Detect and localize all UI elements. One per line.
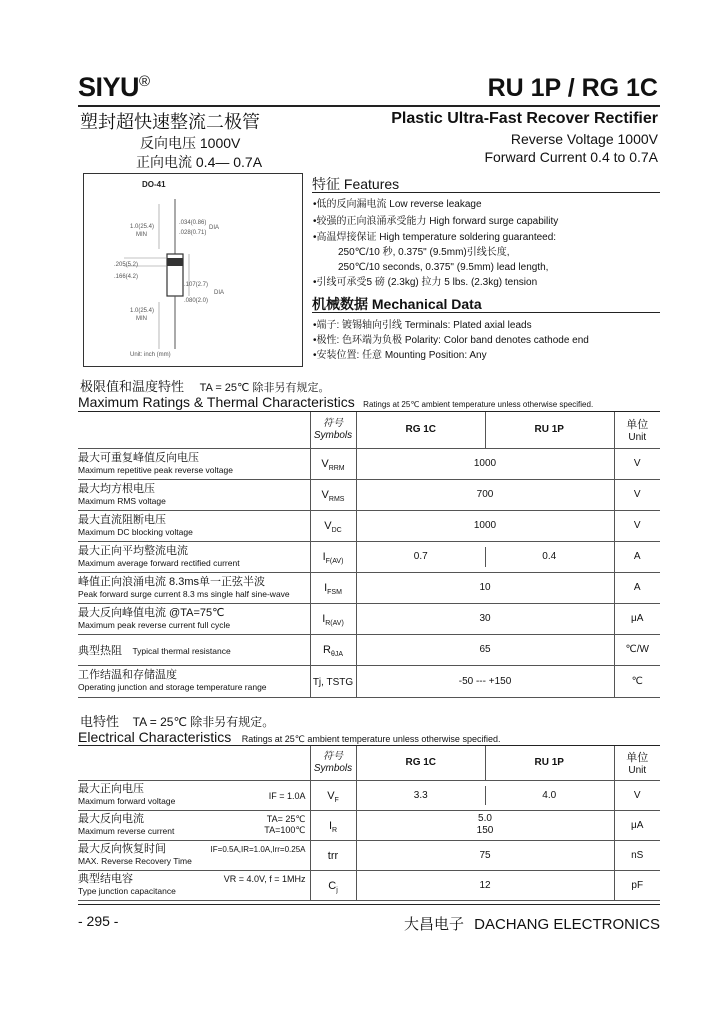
col-ru1p: RU 1P [534,757,564,768]
value-ru1p: 4.0 [542,789,557,801]
mechanical-item: •极性: 色环端为负极 Polarity: Color band denotes cathode end [313,335,589,346]
max-ratings-heading-en [78,394,593,412]
param-cn: 最大反向电流 [78,813,144,825]
param-en: Maximum reverse current [78,826,175,836]
col-unit-en: Unit [628,432,647,444]
max-ratings-table [78,412,660,698]
symbol: $I_R$ [328,819,338,835]
unit: μA [614,603,660,634]
symbol: $V_{DC}$ [324,520,342,535]
param-en: Type junction capacitance [78,886,176,896]
dim-body-len-2: .166(4.2) [114,274,139,280]
unit: A [614,572,660,603]
table-row [78,572,660,603]
col-unit-cn: 单位 [626,752,649,765]
symbol: $I_{F(AV)}$ [322,551,344,566]
unit: V [614,448,660,479]
table-row [78,510,660,541]
col-unit-en: Unit [628,765,647,777]
param-cn: 最大均方根电压 [78,482,155,495]
param-en: Maximum forward voltage [78,796,176,806]
value-25c: 5.0 [478,813,492,824]
col-rg1c: RG 1C [405,757,437,768]
features-heading [312,174,399,194]
mechanical-heading-cn: 机械数据 [312,296,368,312]
value: 1000 [356,448,614,479]
dim-lead-dia-label: DIA [209,225,220,231]
param-cn: 工作结温和存储温度 [78,669,177,681]
test-condition: VR = 4.0V, f = 1MHz [223,873,306,884]
symbol: $C_j$ [328,879,338,895]
feature-item: •高温焊接保证 High temperature soldering guaranteed: [313,232,557,243]
value: 65 [356,634,614,665]
reverse-voltage-cn: 反向电压 1000V [140,135,241,151]
table-header-row [78,412,660,448]
param-en: Maximum DC blocking voltage [78,526,193,537]
part-number: RU 1P / RG 1C [487,74,658,102]
col-rg1c: RG 1C [405,424,437,435]
table-row [78,479,660,510]
param-cn: 典型热阻 [78,644,122,657]
dim-lead-dia-2: .028(0.71) [179,230,207,236]
dim-lead-dia-1: .034(0.86) [179,220,207,226]
diagram-unit-note: Unit: inch (mm) [130,352,171,358]
col-symbol-en: Symbols [313,762,353,774]
dim-body-dia-1: .107(2.7) [184,282,209,288]
electrical-note: Ratings at 25℃ ambient temperature unless otherwise specified. [241,734,501,744]
value: 10 [356,572,614,603]
table-row [78,665,660,697]
mechanical-heading [312,294,482,314]
test-condition: IF = 1.0A [268,790,306,801]
table-header-row [78,746,660,780]
max-ratings-ta-cn: TA = 25℃ 除非另有规定。 [199,382,330,394]
param-en: Maximum peak reverse current full cycle [78,619,231,630]
features-heading-cn: 特征 [312,176,340,192]
value: 12 [356,870,614,900]
param-cn: 最大反向峰值电流 @TA=75℃ [78,606,225,619]
table-row [78,541,660,572]
dim-lead-length-top: 1.0(25.4) [130,224,155,230]
features-heading-en: Features [343,176,400,192]
param-cn: 峰值正向浪涌电流 8.3ms单一正弦半波 [78,575,266,588]
symbol: Tj, TSTG [312,677,354,688]
col-unit-cn: 单位 [626,419,649,432]
feature-item: 250℃/10 seconds, 0.375" (9.5mm) lead length, [338,262,549,273]
dim-body-len-1: .205(5.2) [114,262,139,268]
header-rule [78,105,660,107]
company-name-cn: 大昌电子 [403,916,464,933]
table-row [78,603,660,634]
table-row [78,810,660,840]
title-cn: 塑封超快速整流二极管 [80,112,260,133]
max-ratings-title-en: Maximum Ratings & Thermal Characteristics [78,394,355,410]
table-row [78,840,660,870]
dim-lead-length-bottom: 1.0(25.4) [130,308,155,314]
page-number: - 295 - [78,913,119,929]
value-rg1c: 0.7 [413,551,428,562]
table-row [78,634,660,665]
table-row [78,780,660,810]
value: 75 [356,840,614,870]
symbol: $V_{RMS}$ [321,489,345,504]
symbol: $V_{RRM}$ [321,458,345,473]
electrical-heading-cn [80,711,274,730]
package-diagram [83,173,303,367]
param-en: Typical thermal resistance [132,645,231,656]
reverse-voltage-en: Reverse Voltage 1000V [510,131,658,147]
unit: μA [614,810,660,840]
unit: ℃ [614,665,660,697]
mechanical-rule [312,312,660,313]
symbol: $R_{\theta JA}$ [322,644,343,659]
value: -50 --- +150 [356,665,614,697]
electrical-title-en: Electrical Characteristics [78,729,232,745]
param-cn: 最大正向电压 [78,783,144,795]
table-row [78,448,660,479]
param-cn: 最大可重复峰值反向电压 [78,451,199,464]
value: 1000 [356,510,614,541]
col-symbol-cn: 符号 [323,750,343,762]
registered-mark: ® [139,73,150,90]
dim-min-top: MIN [136,232,147,238]
unit: nS [614,840,660,870]
param-cn: 最大反向恢复时间 [78,843,166,855]
symbol: $V_F$ [327,789,339,805]
col-symbol-en: Symbols [313,429,353,441]
max-ratings-note: Ratings at 25℃ ambient temperature unless otherwise specified. [363,400,594,409]
param-en: MAX. Reverse Recovery Time [78,856,192,866]
dim-min-bottom: MIN [136,316,147,322]
title-en: Plastic Ultra-Fast Recover Rectifier [391,110,658,127]
company-name [404,913,660,934]
feature-item: •引线可承受5 磅 (2.3kg) 拉力 5 lbs. (2.3kg) tension [313,277,538,288]
param-en: Maximum average forward rectified current [78,557,240,568]
test-condition: TA= 25℃ TA=100℃ [264,813,306,835]
col-symbol-cn: 符号 [323,417,343,429]
table-row [78,870,660,900]
electrical-table [78,746,660,901]
max-ratings-heading-cn [80,376,329,395]
value-100c: 150 [476,825,494,836]
value-ru1p: 0.4 [542,551,557,562]
brand-name: SIYU [78,72,140,102]
value-rg1c: 3.3 [413,789,428,801]
symbol: $I_{R(AV)}$ [322,613,344,628]
forward-current-cn: 正向电流 0.4— 0.7A [136,154,263,170]
dim-body-dia-2: .080(2.0) [184,298,209,304]
param-en: Maximum RMS voltage [78,495,166,506]
forward-current-en: Forward Current 0.4 to 0.7A [484,149,658,165]
unit: pF [614,870,660,900]
symbol: $I_{FSM}$ [324,582,342,597]
feature-item: •低的反向漏电流 Low reverse leakage [313,199,482,210]
electrical-ta-cn: TA = 25℃ 除非另有规定。 [132,715,275,729]
param-en: Peak forward surge current 8.3 ms single half sine-wave [78,588,290,599]
param-en: Maximum repetitive peak reverse voltage [78,464,233,475]
param-en: Operating junction and storage temperature range [78,682,267,692]
unit: A [614,541,660,572]
test-condition: IF=0.5A,IR=1.0A,Irr=0.25A [210,844,306,854]
symbol: trr [327,850,339,862]
param-cn: 最大直流阻断电压 [78,513,166,526]
dim-body-dia-label: DIA [214,290,225,296]
diode-outline [84,174,302,366]
package-label: DO-41 [142,180,166,189]
mechanical-item: •安装位置: 任意 Mounting Position: Any [313,350,487,361]
features-rule [312,192,660,193]
unit: V [614,479,660,510]
unit: ℃/W [614,634,660,665]
value: 30 [356,603,614,634]
company-name-en: DACHANG ELECTRONICS [474,916,660,933]
footer-rule [78,904,660,905]
param-cn: 最大正向平均整流电流 [78,544,188,557]
unit: V [614,780,660,810]
feature-item: 250℃/10 秒, 0.375" (9.5mm)引线长度, [338,247,510,258]
max-ratings-title-cn: 极限值和温度特性 [80,379,185,394]
col-ru1p: RU 1P [534,424,564,435]
feature-item: •较强的正向浪涌承受能力 High forward surge capability [313,216,559,227]
mechanical-item: •端子: 镀锡轴向引线 Terminals: Plated axial leads [313,320,532,331]
unit: V [614,510,660,541]
electrical-title-cn: 电特性 [80,714,120,729]
value: 700 [356,479,614,510]
brand-logo [78,72,150,103]
param-cn: 典型结电容 [78,873,133,885]
mechanical-heading-en: Mechanical Data [371,296,482,312]
